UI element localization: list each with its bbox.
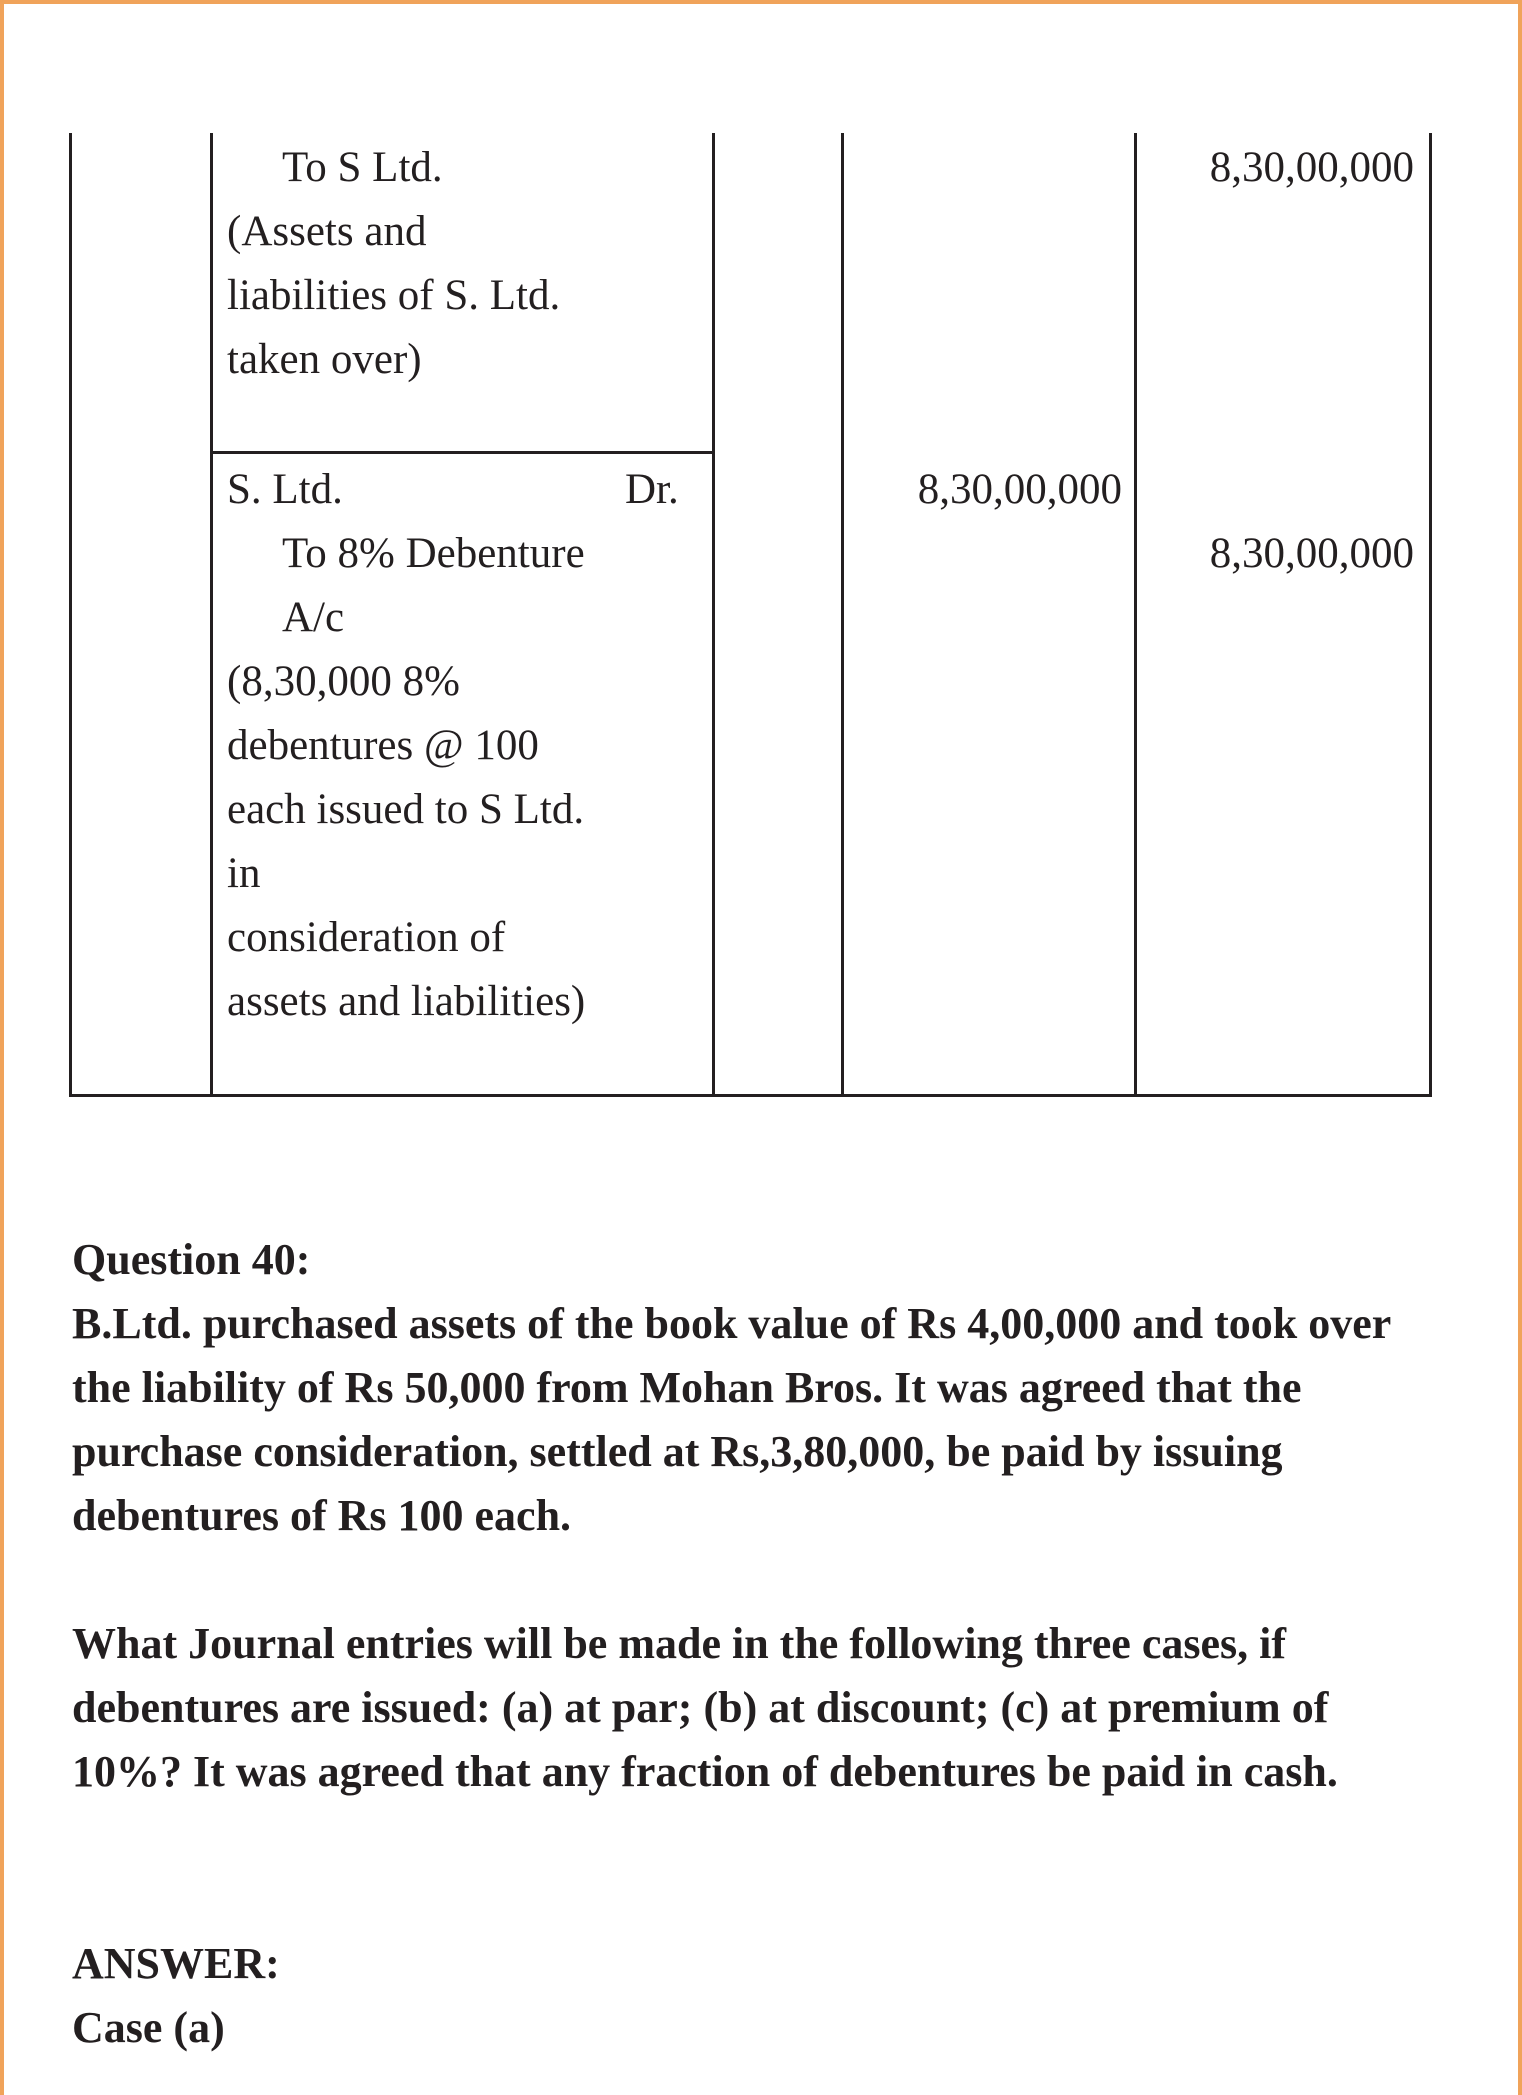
- question-prompt: What Journal entries will be made in the following three cases, if debentures are issued: (a) at par; (b) at discount; (c) at premium of 10%? It was agreed that any fraction of debentures be paid in cash.: [72, 1619, 1338, 1796]
- particular-line: (Assets and: [227, 208, 427, 255]
- answer-case: Case (a): [72, 2003, 225, 2052]
- particular-line: consideration of: [227, 914, 506, 961]
- particular-line: A/c: [282, 594, 345, 641]
- particular-line: taken over): [227, 336, 422, 383]
- row2-credit-amount: 8,30,00,000: [1209, 530, 1414, 577]
- table-border-bottom: [69, 1094, 1432, 1097]
- particular-line: debentures @ 100: [227, 722, 539, 769]
- question-heading: Question 40:: [72, 1235, 311, 1284]
- table-border-right: [1429, 133, 1432, 1096]
- particular-line: To S Ltd.: [282, 144, 443, 191]
- particular-line: each issued to S Ltd.: [227, 786, 585, 833]
- particular-line: in: [227, 850, 261, 897]
- column-divider: [210, 133, 213, 1096]
- particular-line: (8,30,000 8%: [227, 658, 460, 705]
- table-border-left: [69, 133, 72, 1096]
- row1-credit-amount: 8,30,00,000: [1209, 144, 1414, 191]
- dr-label: Dr.: [625, 466, 679, 513]
- particular-line: liabilities of S. Ltd.: [227, 272, 561, 319]
- column-divider: [712, 133, 715, 1096]
- row2-debit-amount: 8,30,00,000: [917, 466, 1122, 513]
- particular-line: To 8% Debenture: [282, 530, 585, 577]
- question-body: B.Ltd. purchased assets of the book value of Rs 4,00,000 and took over the liability of Rs 50,000 from Mohan Bros. It was agreed that the purchase consideration, settled at Rs,3,80,000, be paid by issuing debentures of Rs 100 each.: [72, 1299, 1391, 1540]
- answer-heading: ANSWER:: [72, 1939, 280, 1988]
- row-divider: [210, 451, 715, 454]
- column-divider: [841, 133, 844, 1096]
- particular-line: assets and liabilities): [227, 978, 586, 1025]
- column-divider: [1134, 133, 1137, 1096]
- account-name: S. Ltd.: [227, 466, 343, 513]
